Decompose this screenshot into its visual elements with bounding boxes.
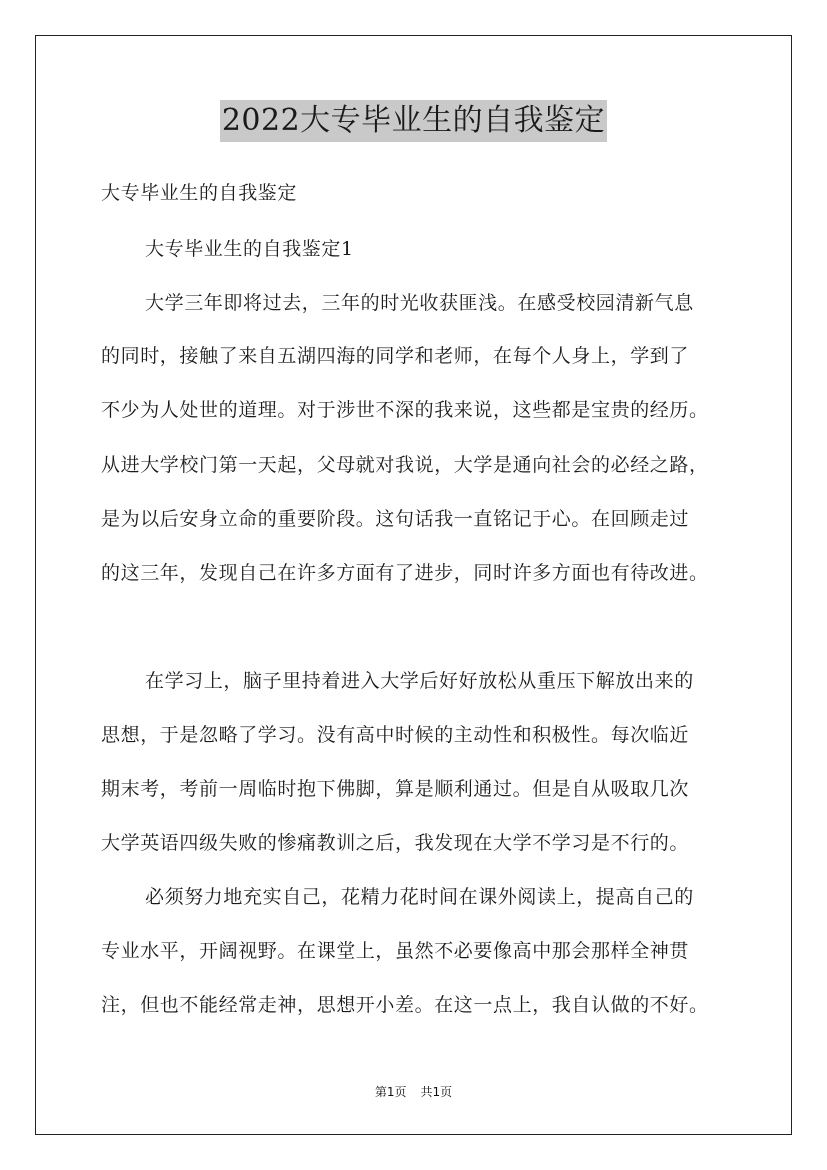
paragraph-line: 必须努力地充实自己，花精力花时间在课外阅读上，提高自己的	[145, 886, 694, 908]
paragraph-line: 专业水平，开阔视野。在课堂上，虽然不必要像高中那会那样全神贯	[101, 940, 690, 962]
paragraph-line: 期末考，考前一周临时抱下佛脚，算是顺利通过。但是自从吸取几次	[101, 778, 690, 800]
paragraph-line: 大学英语四级失败的惨痛教训之后，我发现在大学不学习是不行的。	[101, 832, 690, 854]
document-title: 2022大专毕业生的自我鉴定	[220, 100, 607, 142]
paragraph-line: 在学习上，脑子里持着进入大学后好好放松从重压下解放出来的	[145, 670, 694, 692]
title-container	[0, 100, 827, 142]
paragraph-line: 注，但也不能经常走神，思想开小差。在这一点上，我自认做的不好。	[101, 994, 709, 1016]
paragraph-line: 是为以后安身立命的重要阶段。这句话我一直铭记于心。在回顾走过	[101, 508, 690, 530]
paragraph-line: 从进大学校门第一天起，父母就对我说，大学是通向社会的必经之路，	[101, 454, 709, 476]
document-subtitle: 大专毕业生的自我鉴定	[101, 182, 298, 204]
page-footer	[0, 1083, 827, 1100]
paragraph-line: 不少为人处世的道理。对于涉世不深的我来说，这些都是宝贵的经历。	[101, 399, 709, 421]
section-heading: 大专毕业生的自我鉴定1	[145, 238, 354, 260]
paragraph-line: 的这三年，发现自己在许多方面有了进步，同时许多方面也有待改进。	[101, 562, 709, 584]
page-number: 第1页	[374, 1085, 407, 1099]
paragraph-line: 大学三年即将过去，三年的时光收获匪浅。在感受校园清新气息	[145, 292, 694, 314]
paragraph-line: 思想，于是忽略了学习。没有高中时候的主动性和积极性。每次临近	[101, 724, 690, 746]
page-total: 共1页	[420, 1085, 453, 1099]
paragraph-line: 的同时，接触了来自五湖四海的同学和老师，在每个人身上，学到了	[101, 345, 690, 367]
